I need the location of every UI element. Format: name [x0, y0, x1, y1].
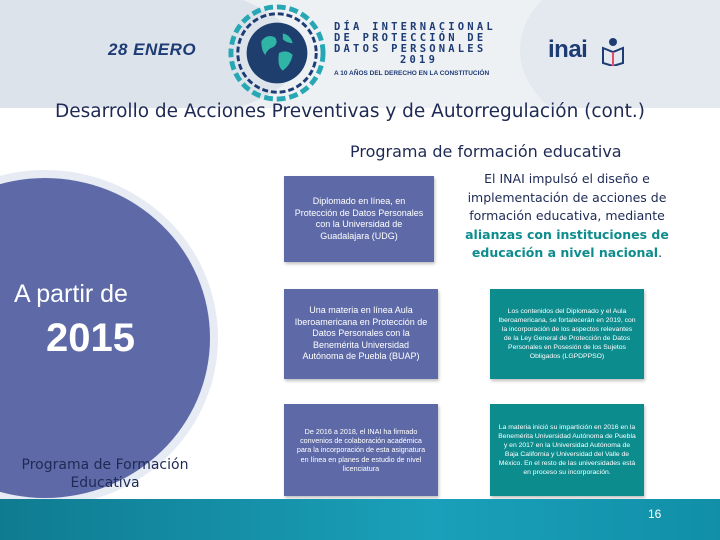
program-caption: Programa de Formación Educativa: [21, 457, 189, 491]
event-title-line: DE PROTECCIÓN DE: [334, 32, 487, 44]
page-number: 16: [648, 507, 662, 521]
inai-logo: inai: [548, 36, 588, 63]
diplomado-udg-box: [284, 176, 434, 262]
footer-gradient: [0, 499, 720, 540]
event-date: 28 ENERO: [108, 40, 197, 59]
slide-subtitle: Programa de formación educativa: [350, 142, 622, 161]
inai-logo-icon: [600, 36, 626, 66]
inai-statement: [458, 170, 676, 263]
materia-box: [490, 404, 644, 496]
aula-buap-box: [284, 289, 438, 379]
box-text: De 2016 a 2018, el INAI ha firmado convenios de colaboración académica para la incorporación de esta asignatura en línea en planes de estudio de nivel licenciatura: [296, 426, 426, 473]
statement-end: .: [658, 245, 663, 260]
event-title-line: DATOS PERSONALES: [334, 43, 487, 55]
event-title-line: DÍA INTERNACIONAL: [334, 21, 496, 33]
contenidos-box: [490, 289, 644, 379]
box-text: Una materia en línea Aula Iberoamericana en Protección de Datos Personales con la Benemérita Universidad Autónoma de Puebla (BUAP): [294, 305, 428, 362]
convenios-box: [284, 404, 438, 496]
statement-text: El INAI impulsó el diseño e implementación de acciones de formación educativa, mediante: [467, 171, 667, 223]
event-banner: [0, 0, 720, 108]
box-text: Los contenidos del Diplomado y el Aula Iberoamericana, se fortalecerán en 2019, con la incorporación de los aspectos relevantes de la Ley General de Protección de Datos Personales en Posesión de los Sujetos Obligados (LGPDPPSO): [498, 308, 636, 360]
circle-heading: A partir de: [14, 280, 128, 308]
box-text: La materia inició su impartición en 2016 en la Benemérita Universidad Autónoma de Puebla y en 2017 en la Universidad Autónoma de Baja California y Universidad del Valle de México. En el resto de las universidades está en proceso su incorporación.: [498, 424, 636, 476]
footer-bar: [0, 499, 720, 540]
circle-year: 2015: [46, 316, 135, 360]
event-title-line: 2019: [400, 54, 439, 66]
box-text: Diplomado en línea, en Protección de Datos Personales con la Universidad de Guadalajara (UDG): [294, 196, 424, 241]
globe-emblem-icon: [228, 4, 326, 102]
event-title: [334, 22, 496, 66]
statement-highlight: alianzas con instituciones de educación a nivel nacional: [465, 226, 669, 260]
slide-title: Desarrollo de Acciones Preventivas y de Autorregulación (cont.): [55, 101, 645, 122]
event-subtitle: A 10 AÑOS DEL DERECHO EN LA CONSTITUCIÓN: [334, 70, 490, 77]
